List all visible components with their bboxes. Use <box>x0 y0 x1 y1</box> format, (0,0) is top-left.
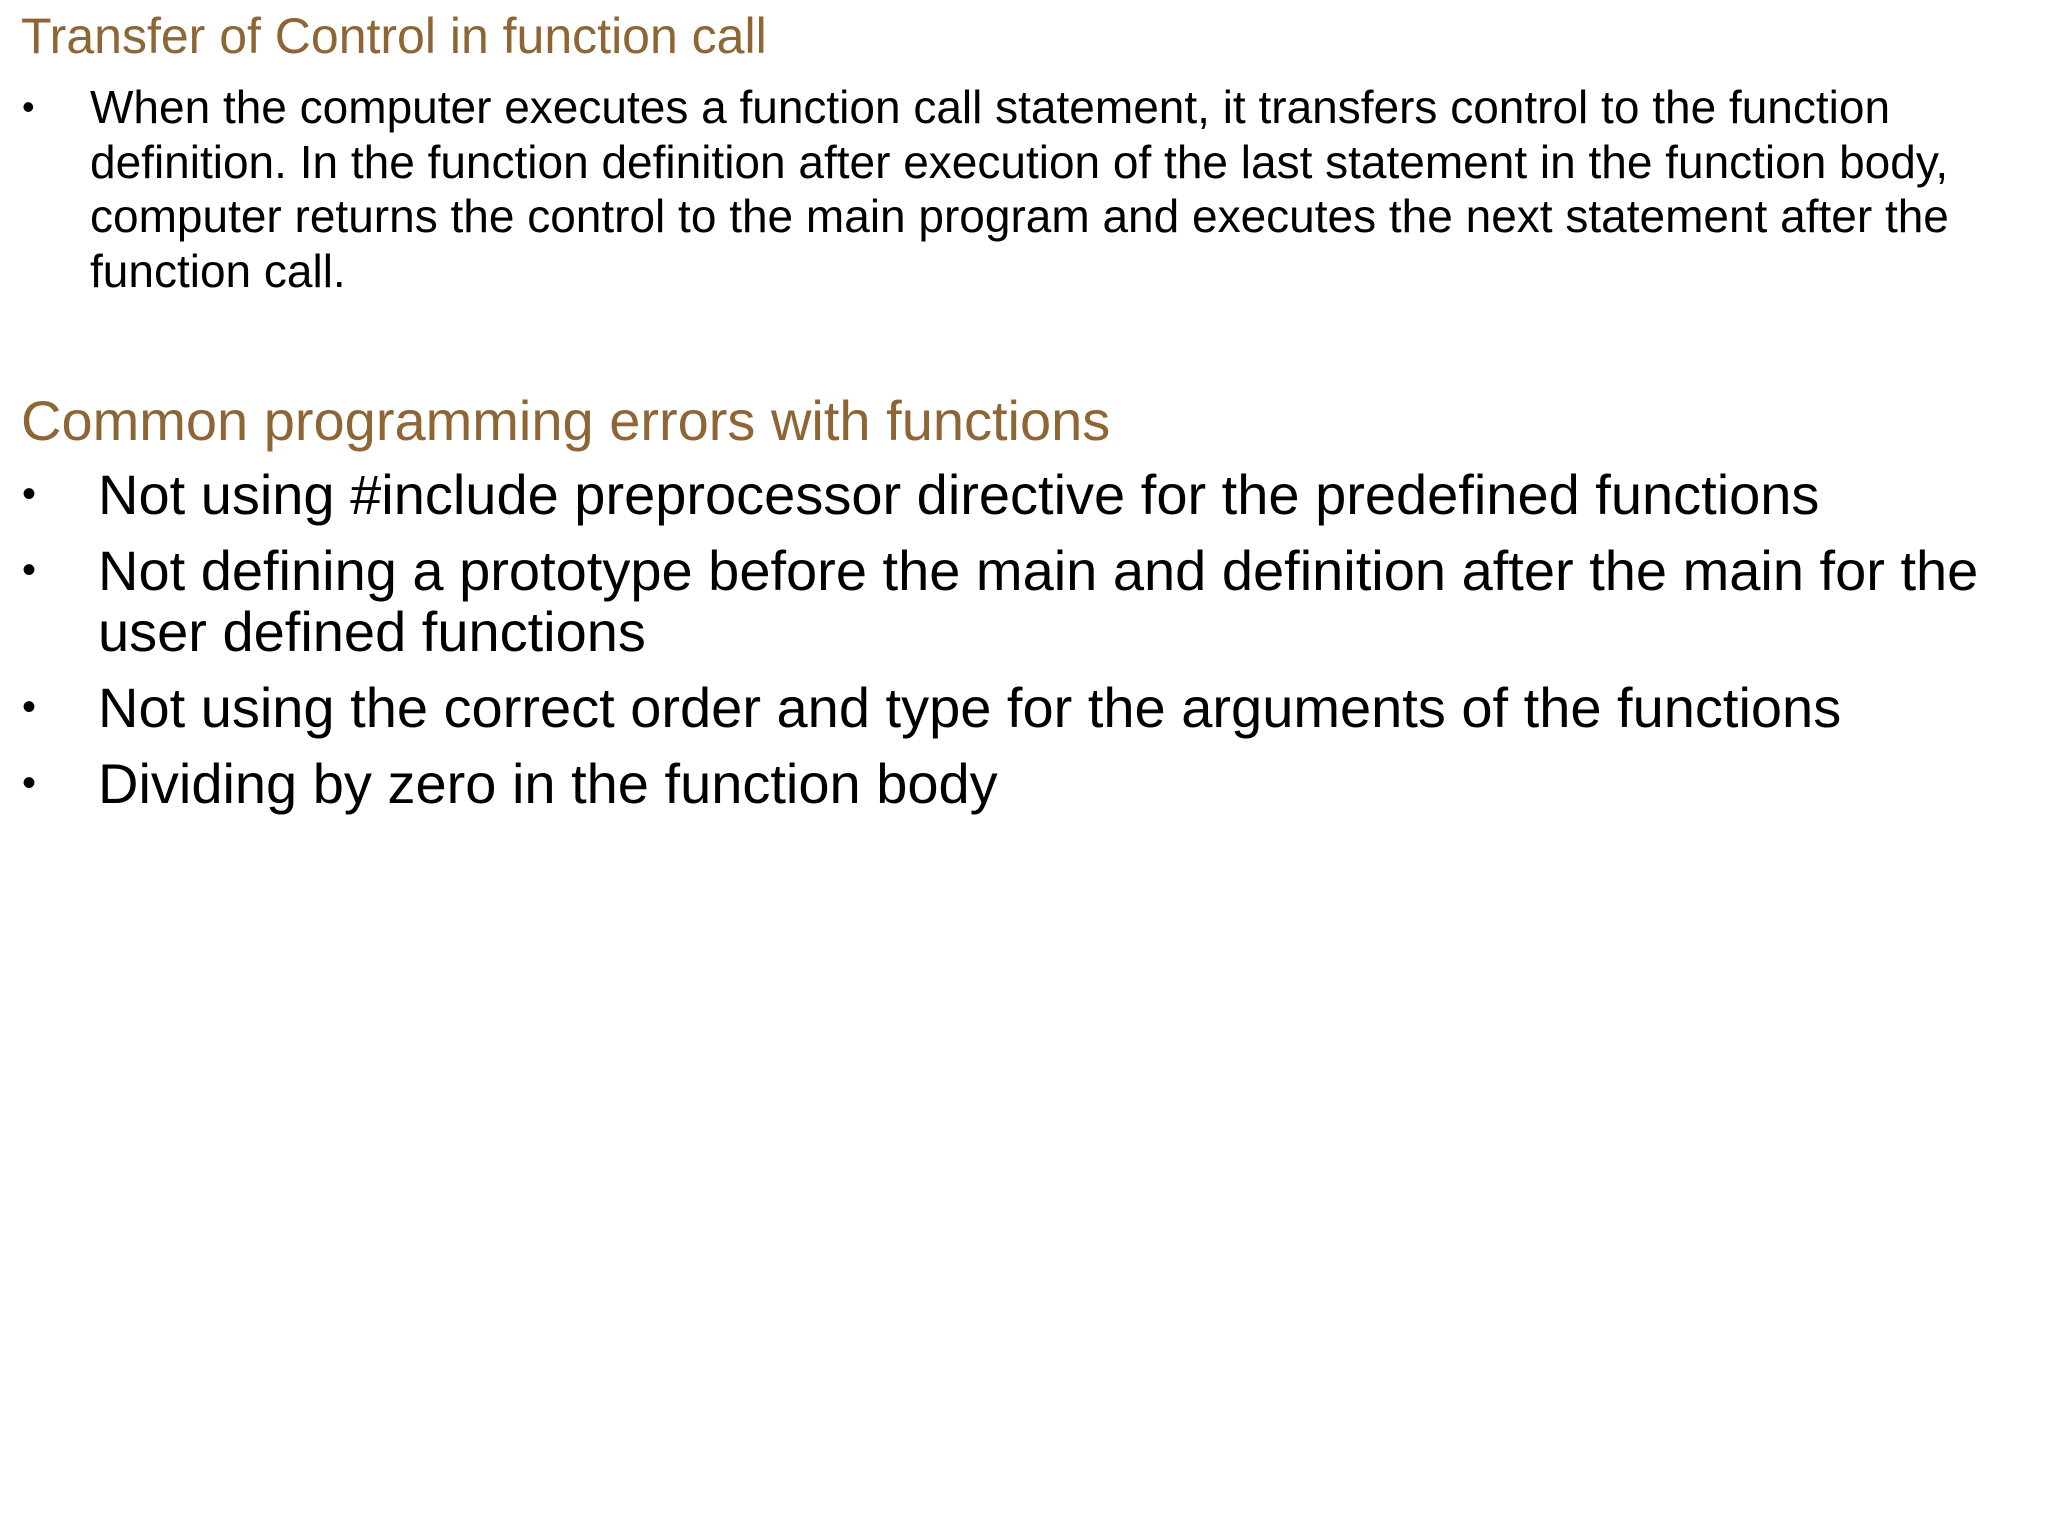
bullet-icon: • <box>22 761 37 805</box>
bullet-text: Not using #include preprocessor directive for the predefined functions <box>98 463 1820 526</box>
bullet-item <box>0 677 2048 738</box>
bullet-text: Not using the correct order and type for the arguments of the functions <box>98 676 1842 739</box>
bullet-icon: • <box>22 548 37 592</box>
bullet-item <box>0 464 2048 525</box>
bullet-text: Not defining a prototype before the main and definition after the main for the user defined functions <box>98 539 1979 663</box>
bullet-icon: • <box>22 86 35 127</box>
bullet-icon: • <box>22 685 37 729</box>
bullet-item <box>0 80 2048 298</box>
bullet-item <box>0 753 2048 814</box>
bullet-item <box>0 540 2048 662</box>
bullet-text: Dividing by zero in the function body <box>98 752 998 815</box>
section-heading-transfer-of-control: Transfer of Control in function call <box>21 8 767 64</box>
bullet-text: When the computer executes a function call statement, it transfers control to the function definition. In the function definition after execution of the last statement in the function body, computer returns the control to the main program and executes the next statement after the function call. <box>90 81 1949 297</box>
section-heading-common-errors: Common programming errors with functions <box>21 389 1111 452</box>
transfer-of-control-bullet-list <box>0 80 2048 298</box>
bullet-icon: • <box>22 472 37 516</box>
common-errors-bullet-list <box>0 464 2048 829</box>
